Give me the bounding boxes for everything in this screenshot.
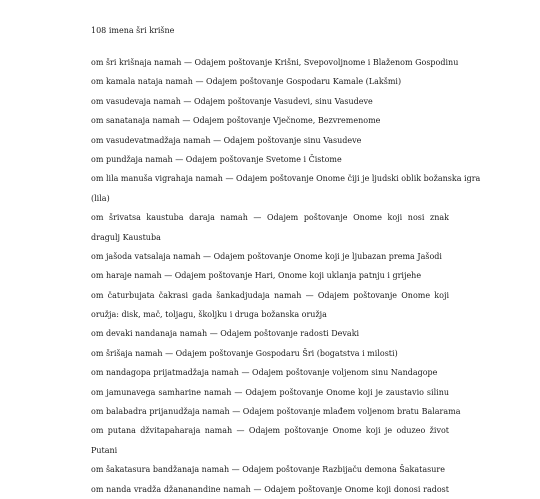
- text-line: om šrivatsa kaustuba daraja namah — Odajem poštovanje Onome koji nosi znak: [91, 213, 449, 223]
- text-line: om vasudevatmadžaja namah — Odajem poštovanje sinu Vasudeve: [91, 135, 362, 145]
- text-line: om čaturbujata čakrasi gada šankadjudaja namah — Odajem poštovanje Onome koji: [91, 290, 449, 300]
- text-line: om sanatanaja namah — Odajem poštovanje Vječnome, Bezvremenome: [91, 116, 381, 126]
- text-line: dragulj Kaustuba: [91, 232, 161, 242]
- text-line: om lila manuša vigrahaja namah — Odajem poštovanje Onome čiji je ljudski oblik božanska igra: [91, 174, 481, 184]
- text-line: om pundžaja namah — Odajem poštovanje Svetome i Čistome: [91, 154, 342, 164]
- text-line: Putani: [91, 445, 118, 455]
- text-line: om šakatasura bandžanaja namah — Odajem poštovanje Razbijaču demona Šakatasure: [91, 465, 445, 475]
- text-line: om šrišaja namah — Odajem poštovanje Gospodaru Šri (bogatstva i milosti): [91, 348, 398, 358]
- text-line: om devaki nandanaja namah — Odajem poštovanje radosti Devaki: [91, 329, 360, 339]
- text-line: om putana džvitapaharaja namah — Odajem poštovanje Onome koji je oduzeo život: [91, 426, 449, 436]
- text-line: (lila): [91, 193, 110, 203]
- text-line: om jašoda vatsalaja namah — Odajem poštovanje Onome koji je ljubazan prema Jašodi: [91, 251, 442, 261]
- text-line: om vasudevaja namah — Odajem poštovanje Vasudevi, sinu Vasudeve: [91, 96, 373, 106]
- text-line: om nanda vradža džananandine namah — Odajem poštovanje Onome koji donosi radost: [91, 484, 449, 494]
- text-line: om kamala nataja namah — Odajem poštovanje Gospodaru Kamale (Lakšmi): [91, 77, 402, 87]
- text-line: om haraje namah — Odajem poštovanje Hari, Onome koji uklanja patnju i grijehe: [91, 271, 422, 281]
- document-body: [91, 53, 481, 499]
- text-line: om šri krišnaja namah — Odajem poštovanje Krišni, Svepovoljnome i Blaženom Gospodinu: [91, 58, 459, 67]
- text-line: om balabadra prijanudžaja namah — Odajem poštovanje mlađem voljenom bratu Balarama: [91, 407, 461, 417]
- document-title: 108 imena šri krišne: [91, 26, 175, 35]
- text-line: om nandagopa prijatmadžaja namah — Odajem poštovanje voljenom sinu Nandagope: [91, 368, 438, 378]
- text-line: om jamunavega samharine namah — Odajem poštovanje Onome koji je zaustavio silinu: [91, 387, 449, 397]
- text-line: oružja: disk, mač, toljagu, školjku i druga božanska oružja: [91, 310, 327, 320]
